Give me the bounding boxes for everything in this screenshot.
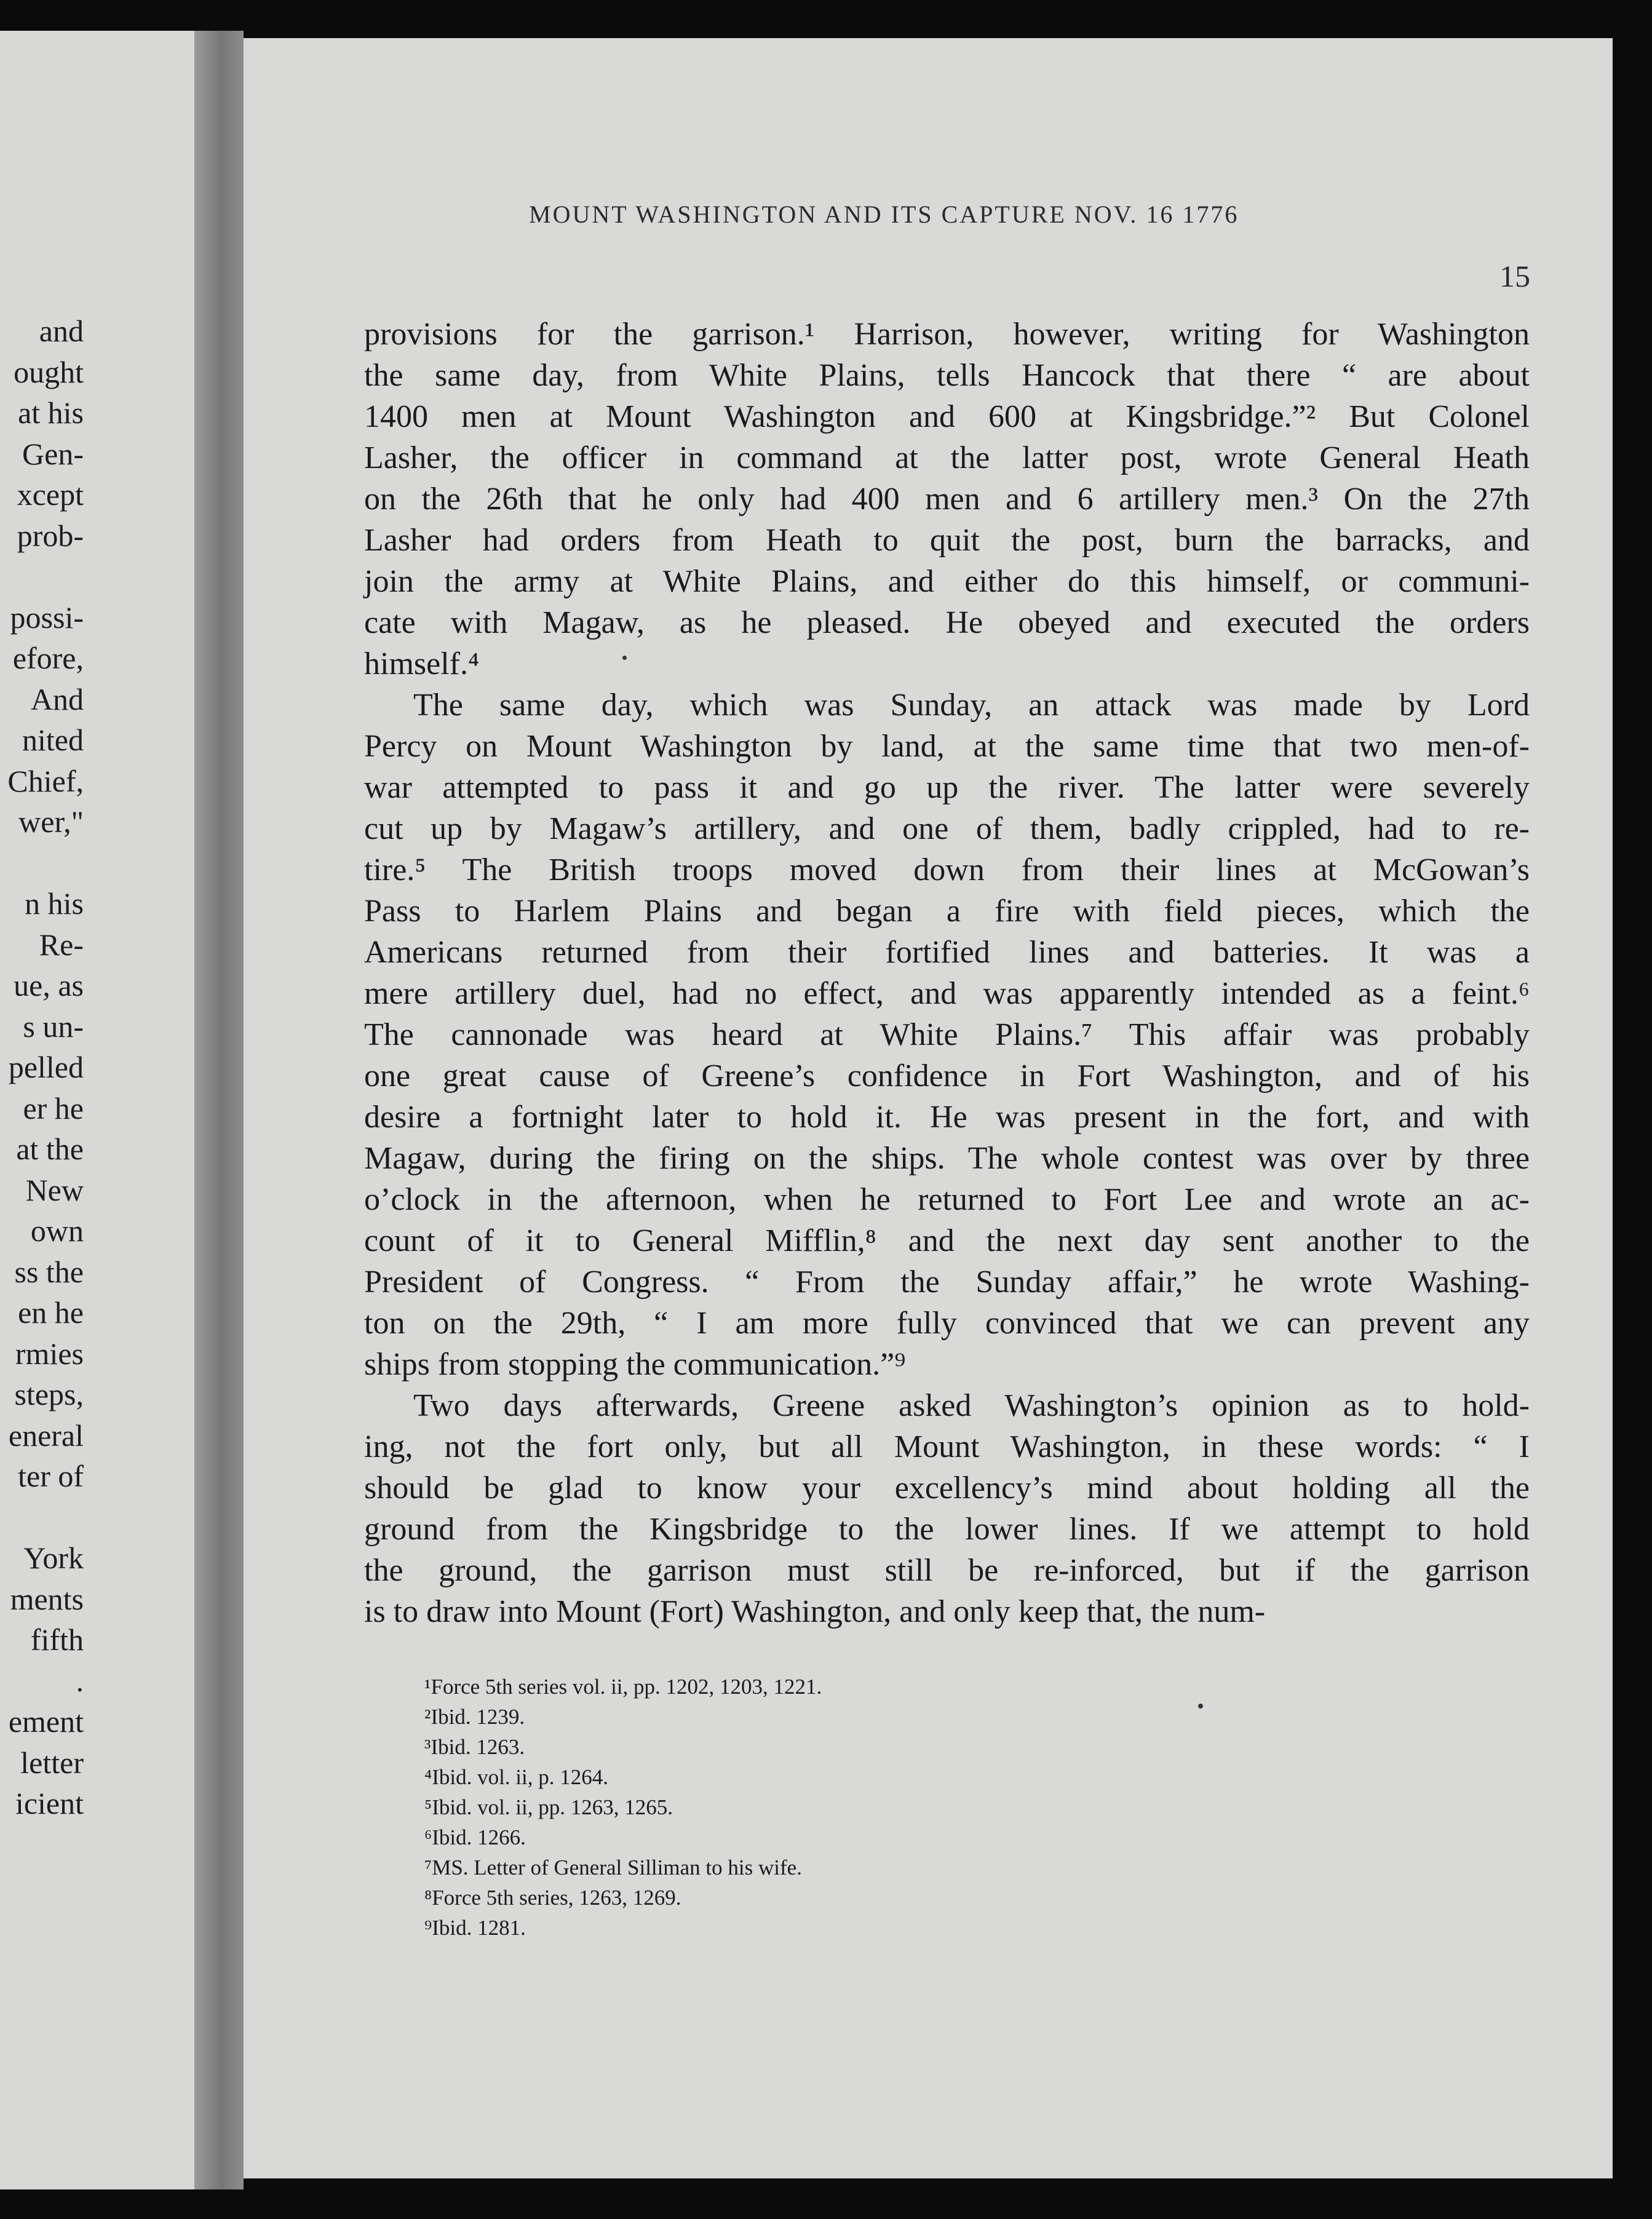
left-page-line: en he <box>18 1295 84 1330</box>
page-number: 15 <box>1499 259 1530 293</box>
text-line: The cannonade was heard at White Plains.⁷ This affair was probably <box>364 1017 1530 1052</box>
left-page-line: own <box>30 1213 84 1248</box>
left-page-line: fifth <box>30 1622 84 1657</box>
left-page-line: s un- <box>23 1009 84 1044</box>
left-page-line: xcept <box>17 477 84 512</box>
left-page-line: ter of <box>18 1459 84 1493</box>
paragraph <box>364 1385 1530 1632</box>
left-page-line: ue, as <box>14 968 84 1002</box>
left-page-line: ement <box>8 1704 84 1739</box>
text-line: The same day, which was Sunday, an attack was made by Lord <box>413 688 1530 723</box>
footnote: ²Ibid. 1239. <box>424 1705 525 1729</box>
running-head: MOUNT WASHINGTON AND ITS CAPTURE NOV. 16 1776 <box>529 200 1239 228</box>
footnote: ⁹Ibid. 1281. <box>424 1916 526 1940</box>
text-line: cate with Magaw, as he pleased. He obeyed and executed the orders <box>364 605 1530 640</box>
left-page-line: ought <box>14 354 84 389</box>
text-line: count of it to General Mifflin,⁸ and the next day sent another to the <box>364 1223 1530 1258</box>
text-line: Magaw, during the firing on the ships. The whole contest was over by three <box>364 1141 1530 1176</box>
left-page-line: York <box>23 1541 84 1575</box>
text-line: ton on the 29th, “ I am more fully convinced that we can prevent any <box>364 1306 1530 1341</box>
text-line: provisions for the garrison.¹ Harrison, however, writing for Washington <box>364 317 1530 352</box>
text-line: tire.⁵ The British troops moved down from their lines at McGowan’s <box>364 852 1530 887</box>
left-page-line: ss the <box>14 1254 84 1289</box>
footnotes <box>424 1672 1162 1943</box>
paragraph <box>364 685 1530 1385</box>
text-line: the same day, from White Plains, tells Hancock that there “ are about <box>364 358 1530 393</box>
footnote: ⁷MS. Letter of General Silliman to his wife. <box>424 1856 802 1880</box>
text-line: ground from the Kingsbridge to the lower lines. If we attempt to hold <box>364 1512 1530 1547</box>
text-line: ing, not the fort only, but all Mount Washington, in these words: “ I <box>364 1429 1530 1464</box>
left-page-line: er he <box>23 1090 84 1125</box>
footnote: ¹Force 5th series vol. ii, pp. 1202, 1203, 1221. <box>424 1675 822 1699</box>
text-line: mere artillery duel, had no effect, and was apparently intended as a feint.⁶ <box>364 976 1530 1011</box>
left-page-line: letter <box>20 1745 84 1780</box>
text-line: ships from stopping the communication.”⁹ <box>364 1347 906 1382</box>
text-line: Pass to Harlem Plains and began a fire with field pieces, which the <box>364 894 1530 929</box>
left-page-line: pelled <box>8 1050 84 1084</box>
footnote: ³Ibid. 1263. <box>424 1735 525 1759</box>
left-page-fragment <box>0 31 194 2189</box>
text-line: Percy on Mount Washington by land, at the same time that two men-of- <box>364 729 1530 764</box>
text-line: Americans returned from their fortified lines and batteries. It was a <box>364 935 1530 970</box>
left-page-line: at his <box>18 395 84 430</box>
text-line: Two days afterwards, Greene asked Washington’s opinion as to hold- <box>413 1388 1530 1423</box>
left-page-line: possi- <box>10 600 84 635</box>
print-speck <box>622 656 627 660</box>
text-line: himself.⁴ <box>364 646 480 681</box>
left-page-line: at the <box>16 1132 84 1166</box>
print-speck <box>1198 1704 1203 1709</box>
left-page-line: eneral <box>8 1418 84 1453</box>
text-line: President of Congress. “ From the Sunday affair,” he wrote Washing- <box>364 1264 1530 1300</box>
text-line: should be glad to know your excellency’s mind about holding all the <box>364 1471 1530 1506</box>
footnote: ⁶Ibid. 1266. <box>424 1825 526 1849</box>
left-page-line: wer," <box>18 804 84 839</box>
left-page-line: prob- <box>17 518 84 553</box>
body-text <box>364 314 1530 1632</box>
paragraph <box>364 314 1530 685</box>
left-page-line: icient <box>15 1786 84 1820</box>
left-page-line: and <box>39 314 84 348</box>
left-page-line: ments <box>10 1581 84 1616</box>
text-line: Lasher had orders from Heath to quit the post, burn the barracks, and <box>364 523 1530 558</box>
text-line: is to draw into Mount (Fort) Washington, and only keep that, the num- <box>364 1594 1266 1629</box>
left-page-line: . <box>76 1663 84 1698</box>
left-page-line: Re- <box>39 927 84 962</box>
text-line: on the 26th that he only had 400 men and 6 artillery men.³ On the 27th <box>364 482 1530 517</box>
left-page-line: steps, <box>14 1377 84 1411</box>
footnote: ⁸Force 5th series, 1263, 1269. <box>424 1886 681 1910</box>
text-line: cut up by Magaw’s artillery, and one of them, badly crippled, had to re- <box>364 811 1530 846</box>
left-page-line: rmies <box>15 1336 84 1371</box>
text-line: the ground, the garrison must still be re-inforced, but if the garrison <box>364 1553 1530 1588</box>
footnote: ⁵Ibid. vol. ii, pp. 1263, 1265. <box>424 1795 673 1819</box>
text-line: Lasher, the officer in command at the latter post, wrote General Heath <box>364 440 1530 475</box>
left-page-line: nited <box>22 723 84 757</box>
text-line: one great cause of Greene’s confidence in Fort Washington, and of his <box>364 1058 1530 1094</box>
text-line: war attempted to pass it and go up the river. The latter were severely <box>364 770 1530 805</box>
text-line: o’clock in the afternoon, when he returned to Fort Lee and wrote an ac- <box>364 1182 1530 1217</box>
left-page-line: And <box>30 681 84 717</box>
left-page-line: Gen- <box>22 436 84 471</box>
left-page-line: Chief, <box>7 763 84 798</box>
left-page-line: New <box>25 1172 84 1207</box>
text-line: desire a fortnight later to hold it. He was present in the fort, and with <box>364 1100 1530 1135</box>
left-page-line: n his <box>25 886 84 921</box>
text-line: 1400 men at Mount Washington and 600 at Kingsbridge.”² But Colonel <box>364 399 1530 434</box>
left-page-line: efore, <box>12 641 84 675</box>
text-line: join the army at White Plains, and either do this himself, or communi- <box>364 564 1530 599</box>
footnote: ⁴Ibid. vol. ii, p. 1264. <box>424 1765 609 1789</box>
book-gutter <box>194 31 244 2189</box>
